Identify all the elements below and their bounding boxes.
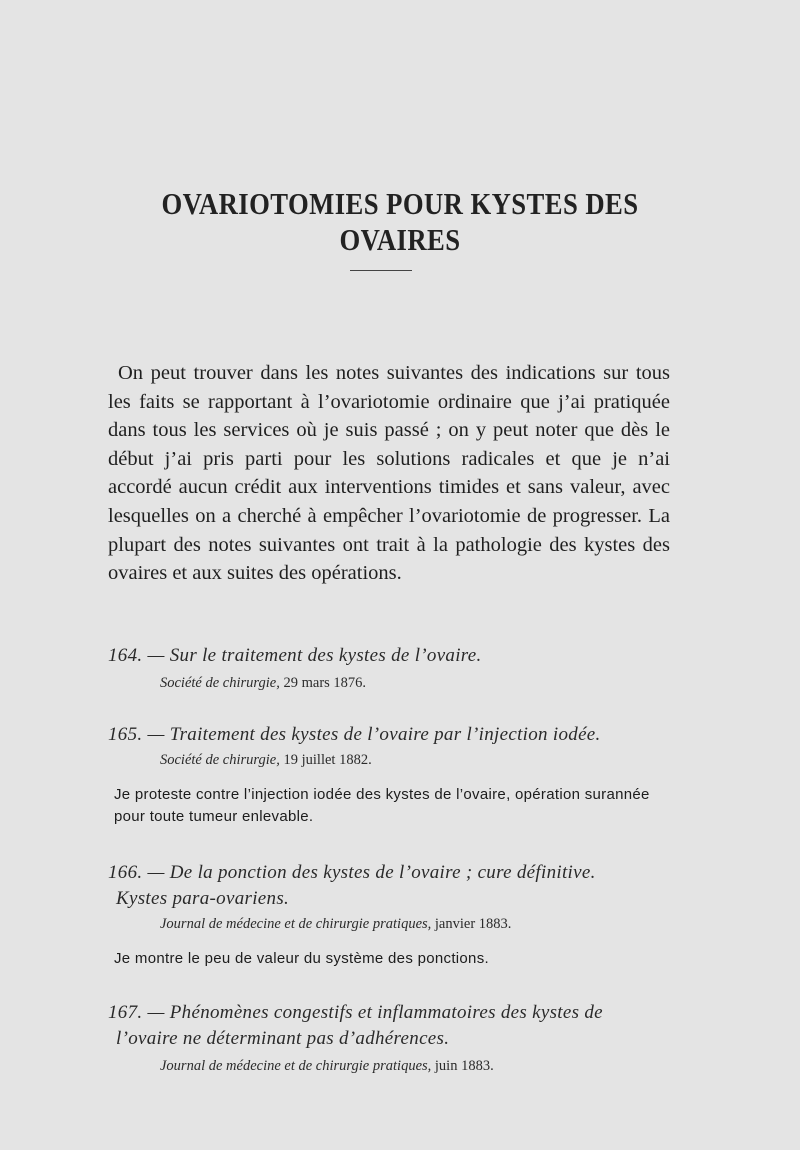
entry-date: 29 mars 1876. [283, 675, 367, 691]
entry-title-continuation: l’ovaire ne déterminant pas d’adhérences. [116, 1028, 450, 1049]
entry-title: — Sur le traitement des kystes de l’ovaire. [147, 645, 482, 666]
bibliography-entry-164 [108, 643, 674, 693]
intro-paragraph [108, 359, 670, 588]
entry-heading [108, 643, 674, 669]
entry-date: janvier 1883. [434, 916, 512, 932]
page-title: OVARIOTOMIES POUR KYSTES DES OVAIRES [161, 186, 639, 257]
entry-heading [108, 860, 674, 912]
entry-number: 165. [108, 724, 143, 745]
entry-journal: Journal de médecine et de chirurgie pratiques, [160, 1058, 432, 1074]
entry-title-continuation: Kystes para-ovariens. [116, 888, 290, 909]
entry-journal: Société de chirurgie, [160, 752, 280, 768]
entry-heading [108, 722, 674, 748]
entry-title: — Phénomènes congestifs et inflammatoires des kystes de [147, 1002, 603, 1023]
entry-title: — Traitement des kystes de l’ovaire par l’injection iodée. [147, 724, 601, 745]
intro-text: On peut trouver dans les notes suivantes des indications sur tous les faits se rapportant à l’ovariotomie ordinaire que j’ai pratiquée dans tous les services où je suis passé ; on y peut noter que dès le début j’ai pris parti pour les solutions radicales et que je n’ai accordé aucun crédit aux interventions timides et sans valeur, avec lesquelles on a cherché à empêcher l’ovariotomie de progresser. La plupart des notes suivantes ont trait à la pathologie des kystes des ovaires et aux suites des opérations. [108, 362, 670, 585]
entry-date: 19 juillet 1882. [283, 752, 372, 768]
entry-note: Je montre le peu de valeur du système des ponctions. [114, 950, 489, 967]
entry-source [160, 673, 674, 693]
bibliography-entry-167 [108, 1000, 674, 1076]
entry-source [160, 1056, 674, 1076]
entry-source [160, 914, 674, 934]
entry-journal: Société de chirurgie, [160, 675, 280, 691]
title-divider [350, 270, 412, 271]
entry-title: — De la ponction des kystes de l’ovaire ; cure définitive. [147, 862, 596, 883]
entry-number: 167. [108, 1002, 143, 1023]
entry-journal: Journal de médecine et de chirurgie pratiques, [160, 916, 432, 932]
entry-source [160, 750, 674, 770]
entry-number: 166. [108, 862, 143, 883]
entry-heading [108, 1000, 674, 1052]
entry-note: Je proteste contre l’injection iodée des kystes de l’ovaire, opération surannée pour toute tumeur enlevable. [114, 786, 650, 825]
entry-date: juin 1883. [434, 1058, 494, 1074]
bibliography-entry-166 [108, 860, 674, 970]
entry-number: 164. [108, 645, 143, 666]
bibliography-entry-165 [108, 722, 674, 828]
